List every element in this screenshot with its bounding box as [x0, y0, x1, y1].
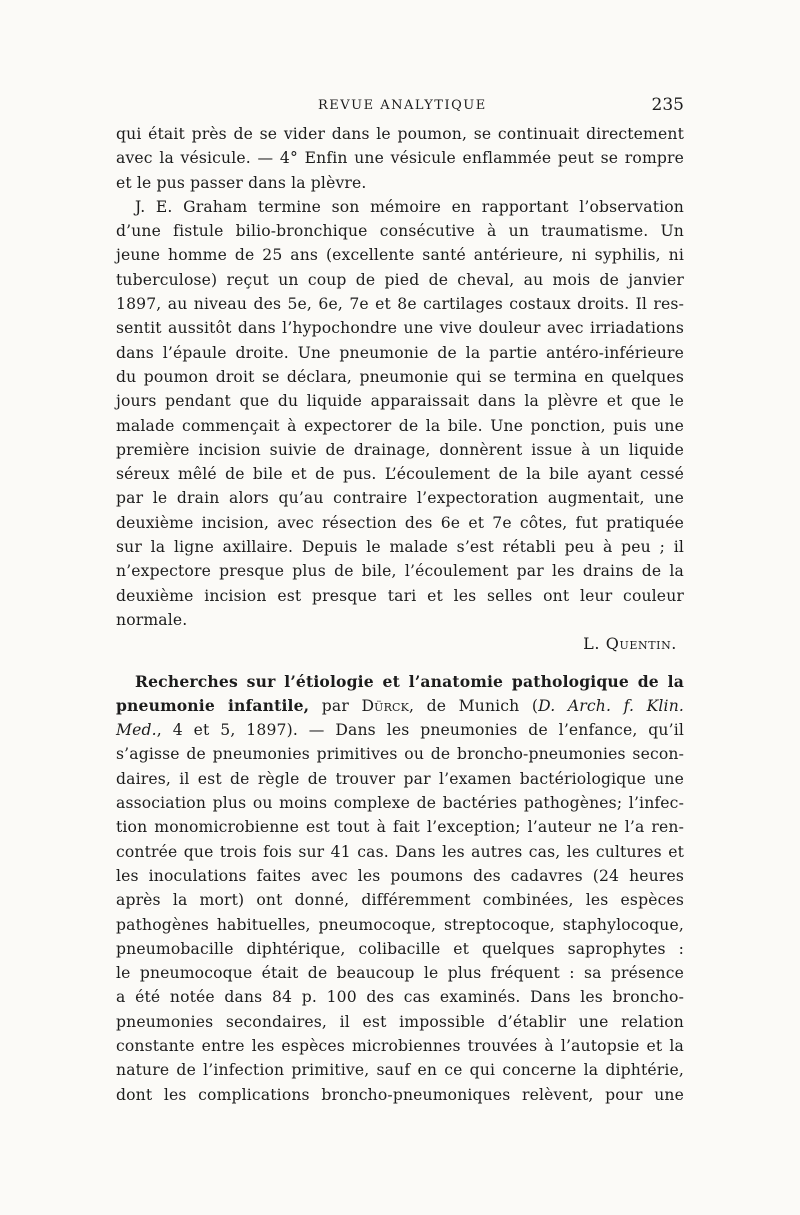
article-author: Dürck [361, 696, 409, 715]
text-line: avec la vésicule. — 4° Enfin une vésicule enflammée peut se rompre [116, 149, 684, 168]
text-line: dans l’épaule droite. Une pneumonie de la partie antéro-inférieure [116, 343, 684, 362]
paragraph-graham [116, 195, 684, 632]
text-line: nature de l’infection primitive, sauf en ce qui concerne la diphtérie, [116, 1061, 684, 1080]
author-signature: L. Quentin. [583, 634, 677, 654]
text-line: après la mort) ont donné, différemment combinées, les espèces [116, 891, 684, 910]
journal-title-continued: Med. [116, 721, 157, 740]
text-line: dont les complications broncho-pneumoniques relèvent, pour une [116, 1085, 684, 1104]
running-head [116, 94, 684, 120]
article-place: , de Munich ( [408, 696, 539, 715]
text-line: deuxième incision, avec résection des 6e et 7e côtes, fut pratiquée [116, 513, 684, 532]
book-page [116, 94, 684, 1107]
running-head-title: REVUE ANALYTIQUE [318, 98, 487, 113]
text-line: d’une fistule bilio-bronchique consécutive à un traumatisme. Un [116, 222, 684, 241]
article-title-continued: pneumonie infantile, [116, 695, 310, 715]
text-line: sentit aussitôt dans l’hypochondre une vive douleur avec irriadations [116, 319, 684, 338]
text-line: malade commençait à expectorer de la bile. Une ponction, puis une [116, 416, 684, 435]
text-line: sur la ligne axillaire. Depuis le malade s’est rétabli peu à peu ; il [116, 538, 684, 557]
journal-reference: , 4 et 5, 1897). — Dans les pneumonies de l’enfance, qu’il [156, 721, 684, 740]
text-line [116, 718, 684, 742]
text-line: séreux mêlé de bile et de pus. L’écoulement de la bile ayant cessé [116, 465, 684, 484]
text-line: jours pendant que du liquide apparaissait dans la plèvre et que le [116, 392, 684, 411]
text-line: deuxième incision est presque tari et les selles ont leur couleur [116, 586, 684, 605]
article-title: Recherches sur l’étiologie et l’anatomie pathologique de la [135, 671, 684, 691]
text-line: contrée que trois fois sur 41 cas. Dans les autres cas, les cultures et [116, 842, 684, 861]
text-line: daires, il est de règle de trouver par l’examen bactériologique une [116, 769, 684, 788]
text-line: tuberculose) reçut un coup de pied de cheval, au mois de janvier [116, 270, 684, 289]
text-line: a été notée dans 84 p. 100 des cas examinés. Dans les broncho- [116, 988, 684, 1007]
text-line: le pneumocoque était de beaucoup le plus fréquent : sa présence [116, 964, 684, 983]
article-connector: par [309, 696, 362, 715]
text-line: s’agisse de pneumonies primitives ou de broncho-pneumonies secon- [116, 745, 684, 764]
text-line: constante entre les espèces microbiennes trouvées à l’autopsie et la [116, 1036, 684, 1055]
article-title-line [116, 670, 684, 694]
text-line: J. E. Graham termine son mémoire en rapportant l’observation [135, 197, 684, 216]
text-line: du poumon droit se déclara, pneumonie qui se termina en quelques [116, 367, 684, 386]
article-title-line [116, 694, 684, 718]
page-number: 235 [651, 95, 684, 115]
journal-title: D. Arch. f. Klin. [538, 696, 684, 715]
text-line: n’expectore presque plus de bile, l’écoulement par les drains de la [116, 562, 684, 581]
text-line: 1897, au niveau des 5e, 6e, 7e et 8e cartilages costaux droits. Il res- [116, 295, 684, 314]
text-line: première incision suivie de drainage, donnèrent issue à un liquide [116, 440, 684, 459]
text-line: les inoculations faites avec les poumons des cadavres (24 heures [116, 866, 684, 885]
text-line: tion monomicrobienne est tout à fait l’exception; l’auteur ne l’a ren- [116, 818, 684, 837]
text-line: normale. [116, 610, 188, 629]
text-line: pneumonies secondaires, il est impossible d’établir une relation [116, 1012, 684, 1031]
text-line: association plus ou moins complexe de bactéries pathogènes; l’infec- [116, 794, 684, 813]
paragraph-continuation [116, 122, 684, 195]
text-line: et le pus passer dans la plèvre. [116, 173, 367, 192]
text-line: par le drain alors qu’au contraire l’expectoration augmentait, une [116, 489, 684, 508]
text-line: pathogènes habituelles, pneumocoque, streptocoque, staphylocoque, [116, 915, 684, 934]
paragraph-durck [116, 670, 684, 1107]
text-line: jeune homme de 25 ans (excellente santé antérieure, ni syphilis, ni [116, 246, 684, 265]
text-line: qui était près de se vider dans le poumon, se continuait directement [116, 125, 684, 143]
text-line: pneumobacille diphtérique, colibacille et quelques saprophytes : [116, 939, 684, 958]
